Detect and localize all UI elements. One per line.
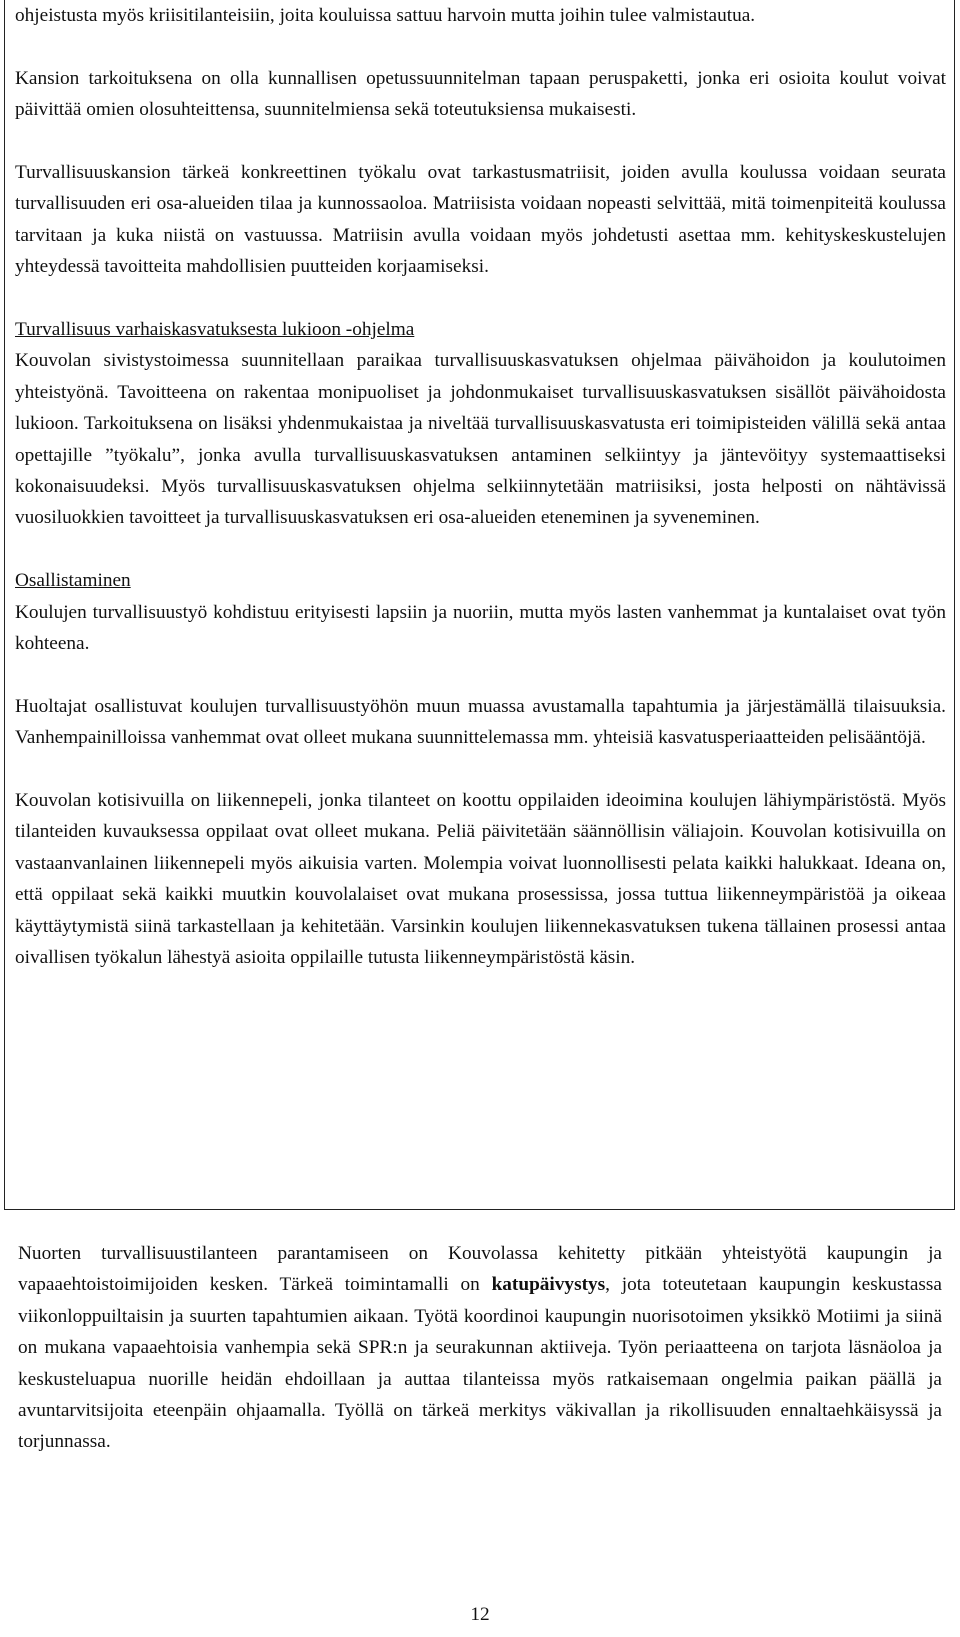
paragraph-guardians: Huoltajat osallistuvat koulujen turvallisuustyöhön muun muassa avustamalla tapahtumia ja järjestämällä tilaisuuksia. Vanhempainilloissa vanhemmat ovat olleet mukana suunnittelemassa mm. yhteisiä kasvatusperiaatteiden pelisääntöjä. [15,695,946,749]
street-patrol-section [18,1238,942,1458]
heading-participation: Osallistaminen [15,570,131,592]
paragraph-inspection-matrices: Turvallisuuskansion tärkeä konkreettinen työkalu ovat tarkastusmatriisit, joiden avulla koulussa voidaan seurata turvallisuuden eri osa-alueiden tilaa ja kunnossaoloa. Matriisista voidaan nopeasti selvittää, mitä toimenpiteitä koulussa tarvitaan ja kuka niistä on vastuussa. Matriisin avulla voidaan myös johdetusti asettaa mm. kehityskeskustelujen yhteydessä tavoitteita mahdollisien puutteiden korjaamiseksi. [15,162,946,278]
street-patrol-text-end: , jota toteutetaan kaupungin keskustassa viikonloppuiltaisin ja suurten tapahtumien aikaan. Työtä koordinoi kaupungin nuorisotoimen yksikkö Motiimi ja siinä on mukana vapaaehtoisia vanhempia sekä SPR:n ja seurakunnan aktiiveja. Työn periaatteena on tarjota läsnäoloa ja keskusteluapua nuorille heidän ehdoillaan ja auttaa tilanteissa myös ratkaisemaan ongelmia paikan päällä ja avuntarvitsijoita eteenpäin ohjaamalla. Työllä on tärkeä merkitys väkivallan ja rikollisuuden ennaltaehkäisyssä ja torjunnassa. [18,1274,942,1453]
paragraph-street-patrol [18,1238,942,1458]
paragraph-safety-education-program: Kouvolan sivistystoimessa suunnitellaan paraikaa turvallisuuskasvatuksen ohjelmaa päivähoidon ja koulutoimen yhteistyönä. Tavoitteena on rakentaa monipuoliset ja johdonmukaiset turvallisuuskasvatuksen sisällöt päivähoidosta lukioon. Tarkoituksena on lisäksi yhdenmukaistaa ja niveltää turvallisuuskasvatusta eri toimipisteiden välillä sekä antaa opettajille ”työkalu”, jonka avulla turvallisuuskasvatuksen antaminen selkiintyy ja jäntevöityy systemaattiseksi kokonaisuudeksi. Myös turvallisuuskasvatuksen ohjelma selkiinnytetään matriisiksi, josta helposti on nähtävissä vuosiluokkien tavoitteet ja turvallisuuskasvatuksen eri osa-alueiden eteneminen ja syveneminen. [15,350,946,529]
paragraph-traffic-game: Kouvolan kotisivuilla on liikennepeli, jonka tilanteet on koottu oppilaiden ideoimina koulujen lähiympäristöstä. Myös tilanteiden kuvauksessa oppilaat ovat olleet mukana. Peliä päivitetään säännöllisin väliajoin. Kouvolan kotisivuilla on vastaanvanlainen liikennepeli myös aikuisia varten. Molempia voivat luonnollisesti pelata kaikki halukkaat. Ideana on, että oppilaat sekä kaikki muutkin kouvolalaiset ovat mukana prosessissa, jossa tuttua liikenneympäristöä ja oikeaa käyttäytymistä siinä tarkastellaan ja kehitetään. Varsinkin koulujen liikennekasvatuksen tukena tällainen prosessi antaa oivallisen työkalun lähestyä asioita oppilaille tutusta liikenneympäristöstä käsin. [15,790,946,969]
paragraph-folder-purpose: Kansion tarkoituksena on olla kunnallisen opetussuunnitelman tapaan peruspaketti, jonka eri osioita koulut voivat päivittää omien olosuhteittensa, suunnitelmiensa sekä toteutuksiensa mukaisesti. [15,67,946,121]
bordered-text-box [4,0,955,1210]
heading-safety-program: Turvallisuus varhaiskasvatuksesta lukioon -ohjelma [15,319,415,341]
street-patrol-term: katupäivystys [491,1274,606,1296]
paragraph-target-groups: Koulujen turvallisuustyö kohdistuu erityisesti lapsiin ja nuoriin, mutta myös lasten vanhemmat ja kuntalaiset ovat työn kohteena. [15,601,946,655]
street-patrol-text-start: Nuorten turvallisuustilanteen parantamiseen on Kouvolassa kehitetty pitkään yhteistyötä kaupungin ja vapaaehtoistoimijoiden kesken. Tärkeä toimintamalli on [18,1243,942,1296]
paragraph-crisis-guidance: ohjeistusta myös kriisitilanteisiin, joita kouluissa sattuu harvoin mutta joihin tulee valmistautua. [15,5,756,26]
page-number: 12 [470,1604,490,1625]
